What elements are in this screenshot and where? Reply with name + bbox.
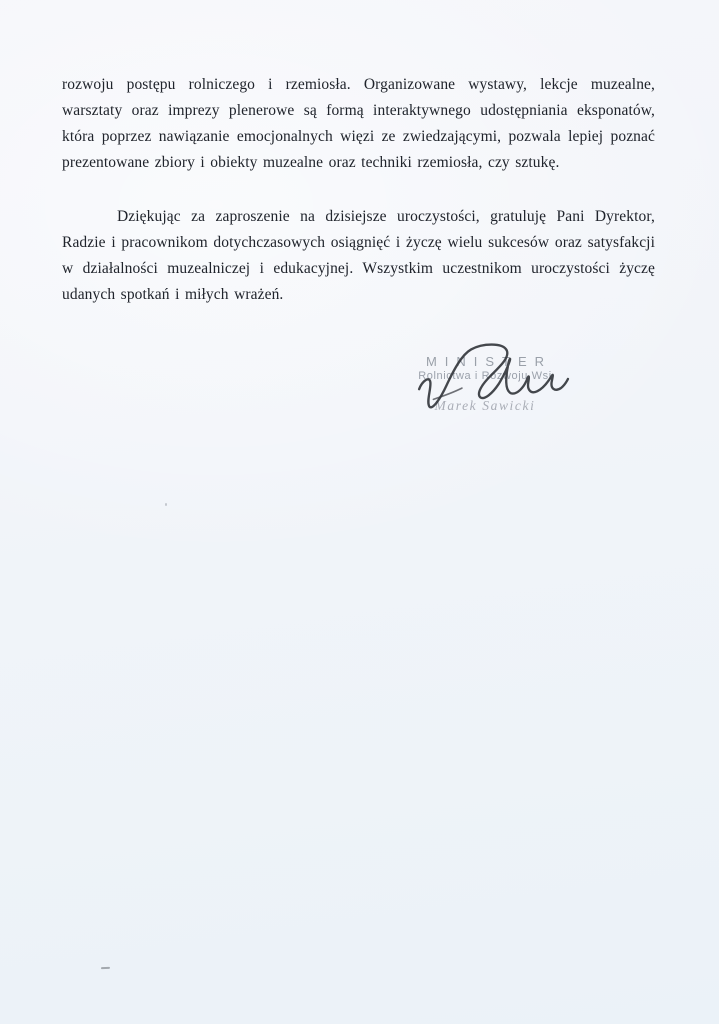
minister-title-stamp: MINISTER (425, 354, 553, 369)
paragraph-congratulations: Dziękując za zaproszenie na dzisiejsze uroczystości, gratuluję Pani Dyrektor, Radzie i pracownikom dotychczasowych osiągnięć i życzę wielu sukcesów oraz satysfakcji w działalności muzealniczej i edukacyjnej. Wszystkim uczestnikom uroczystości życzę udanych spotkań i miłych wrażeń. (62, 208, 655, 303)
ministry-subtitle-stamp: Rolnictwa i Rozwoju Wsi (418, 370, 552, 382)
signer-name: Marek Sawicki (434, 398, 536, 413)
scan-artifact-dash (101, 967, 110, 969)
paragraph-exhibitions: rozwoju postępu rolniczego i rzemiosła. Organizowane wystawy, lekcje muzealne, warsztaty oraz imprezy plenerowe są formą interaktywnego udostępniania eksponatów, która poprzez nawiązanie emocjonalnych więzi ze zwiedzającymi, pozwala lepiej poznać prezentowane zbiory i obiekty muzealne oraz techniki rzemiosła, czy sztukę. (62, 76, 655, 171)
signature-block (395, 354, 575, 414)
letter-body (62, 72, 655, 308)
scan-artifact-speck (165, 503, 167, 506)
